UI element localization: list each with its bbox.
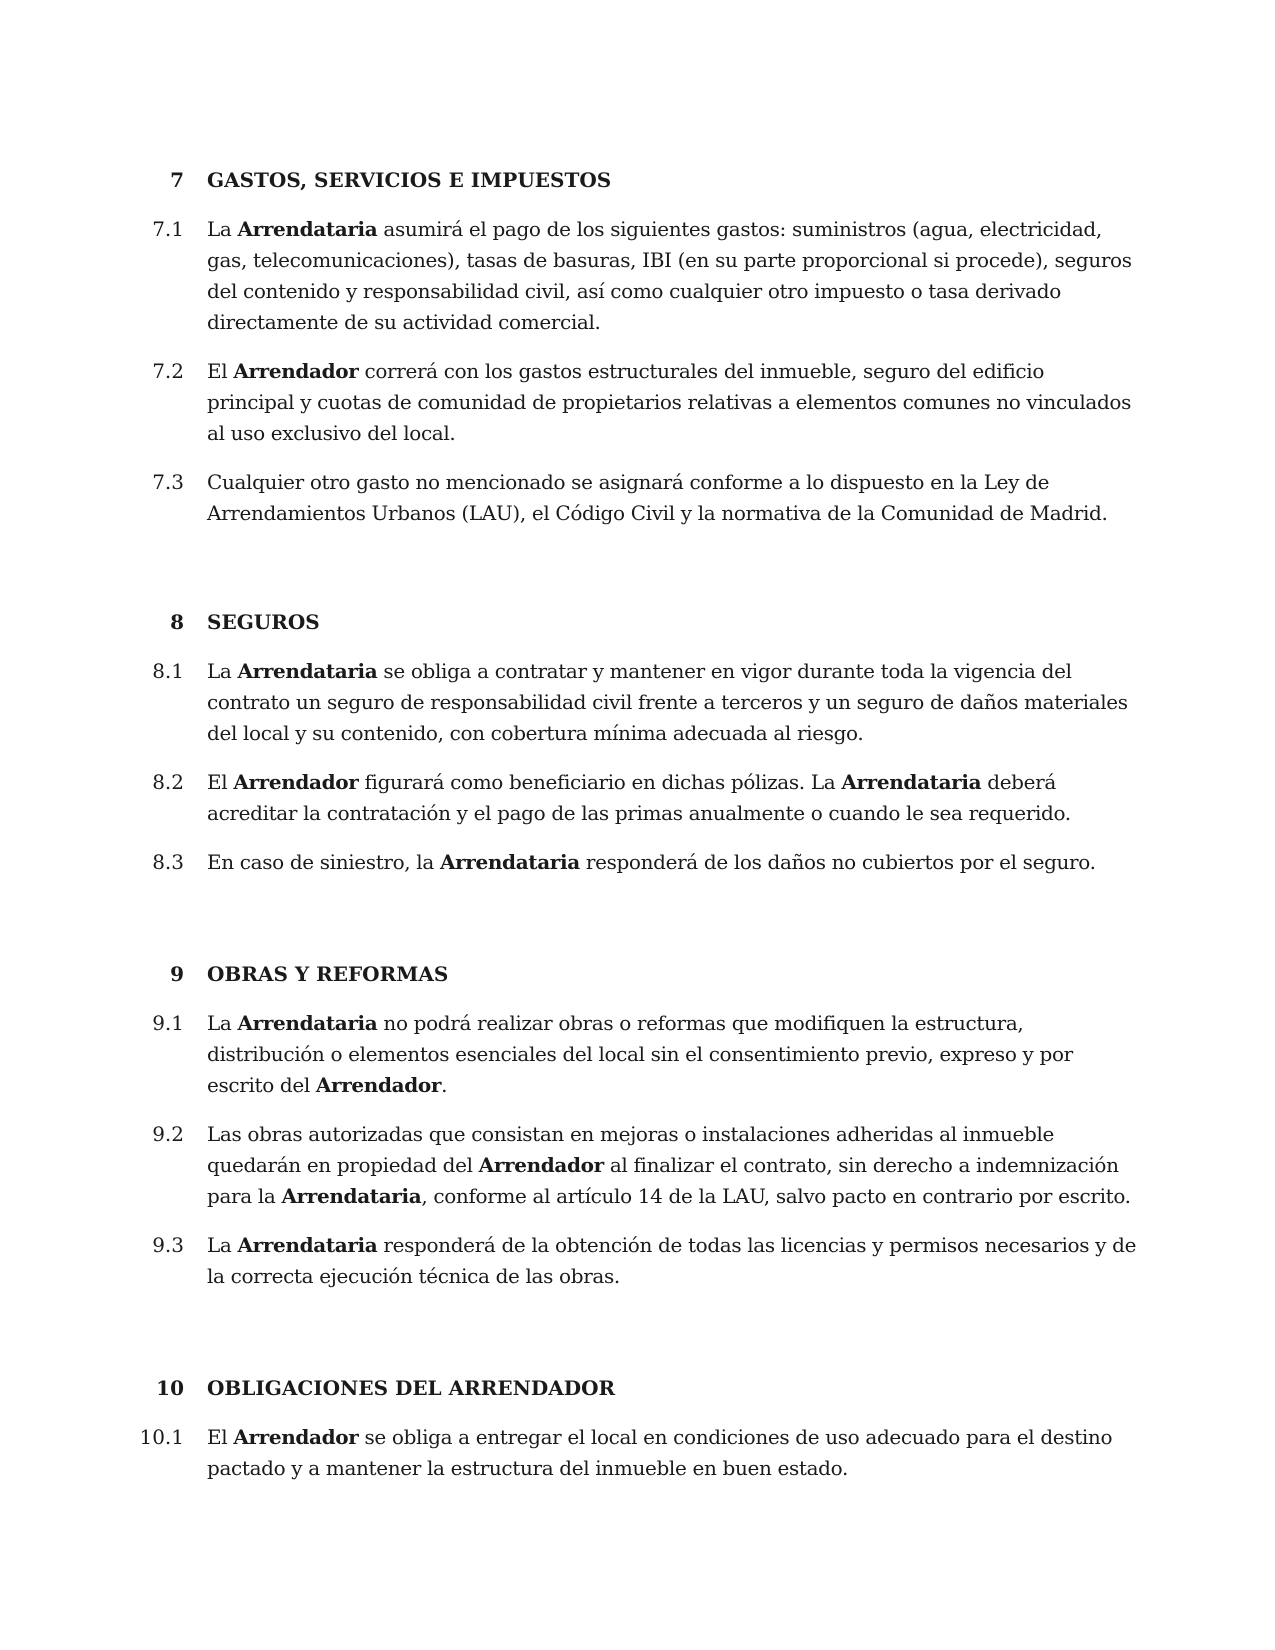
section-number: 7: [170, 168, 184, 192]
section-heading: [0, 958, 1275, 990]
party-name: Arrendador: [233, 359, 359, 383]
section-9: [0, 958, 1275, 1292]
clause-text-segment: figurará como beneficiario en dichas pólizas. La: [358, 770, 842, 794]
section-title: OBRAS Y REFORMAS: [207, 962, 449, 986]
clause-text-segment: Cualquier otro gasto no mencionado se asignará conforme a lo dispuesto en la Ley de Arrendamientos Urbanos (LAU), el Código Civil y la normativa de la Comunidad de Madrid.: [207, 470, 1108, 525]
clause-text-segment: El: [207, 770, 234, 794]
party-name: Arrendador: [315, 1073, 442, 1097]
clause-text-segment: se obliga a entregar el local en condiciones de uso adecuado para el destino pactado y a mantener la estructura del inmueble en buen estado.: [207, 1425, 1113, 1480]
clause-text: [207, 847, 1137, 878]
section-number: 9: [170, 962, 184, 986]
clause-text: [207, 356, 1137, 449]
clause-text-segment: asumirá el pago de los siguientes gastos: suministros (agua, electricidad, gas, telecomunicaciones), tasas de basuras, IBI (en su parte proporcional si procede), seguros del contenido y responsabilidad civil, así como cualquier otro impuesto o tasa derivado directamente de su actividad comercial.: [207, 217, 1132, 334]
clause-text-segment: al finalizar el contrato, sin derecho a indemnización para la: [207, 1153, 1119, 1208]
clause-number: 9.2: [152, 1122, 184, 1146]
section-10: [0, 1372, 1275, 1484]
party-name: Arrendador: [478, 1153, 604, 1177]
clause-number: 8.1: [152, 659, 184, 683]
clause: [0, 1119, 1275, 1212]
clause-text-segment: deberá acreditar la contratación y el pago de las primas anualmente o cuando le sea requerido.: [207, 770, 1071, 825]
section-title: GASTOS, SERVICIOS E IMPUESTOS: [207, 168, 612, 192]
section-heading: [0, 606, 1275, 638]
section-number: 10: [156, 1376, 184, 1400]
clause-text: [207, 214, 1137, 338]
clause-text-segment: La: [207, 1011, 238, 1035]
party-name: Arrendataria: [237, 659, 378, 683]
clause-text-segment: Las obras autorizadas que consistan en mejoras o instalaciones adheridas al inmueble quedarán en propiedad del: [207, 1122, 1054, 1177]
clause-text: [207, 767, 1137, 829]
party-name: Arrendataria: [237, 1233, 378, 1257]
clause-text-segment: La: [207, 217, 238, 241]
clause: [0, 467, 1275, 529]
clause-text: [207, 467, 1137, 529]
section-number: 8: [170, 610, 184, 634]
clause-text: [207, 1422, 1137, 1484]
clause-text-segment: La: [207, 1233, 238, 1257]
clause-text-segment: .: [441, 1073, 448, 1097]
clause-text-segment: El: [207, 359, 234, 383]
section-heading: [0, 164, 1275, 196]
party-name: Arrendataria: [439, 850, 580, 874]
section-7: [0, 164, 1275, 529]
section-heading: [0, 1372, 1275, 1404]
clause: [0, 1008, 1275, 1101]
clause: [0, 1422, 1275, 1484]
clause-text-segment: responderá de la obtención de todas las licencias y permisos necesarios y de la correcta ejecución técnica de las obras.: [207, 1233, 1137, 1288]
section-title: OBLIGACIONES DEL ARRENDADOR: [207, 1376, 616, 1400]
clause-number: 7.1: [152, 217, 184, 241]
clause-text: [207, 1230, 1137, 1292]
party-name: Arrendador: [233, 1425, 359, 1449]
clause-text-segment: El: [207, 1425, 234, 1449]
clause-number: 7.2: [152, 359, 184, 383]
clause-text-segment: correrá con los gastos estructurales del inmueble, seguro del edificio principal y cuotas de comunidad de propietarios relativas a elementos comunes no vinculados al uso exclusivo del local.: [207, 359, 1132, 445]
party-name: Arrendataria: [237, 1011, 378, 1035]
clause-text-segment: , conforme al artículo 14 de la LAU, salvo pacto en contrario por escrito.: [421, 1184, 1131, 1208]
section-title: SEGUROS: [207, 610, 320, 634]
clause-text: [207, 1008, 1137, 1101]
clause-text-segment: se obliga a contratar y mantener en vigor durante toda la vigencia del contrato un seguro de responsabilidad civil frente a terceros y un seguro de daños materiales del local y su contenido, con cobertura mínima adecuada al riesgo.: [207, 659, 1128, 745]
party-name: Arrendataria: [841, 770, 982, 794]
clause-text: [207, 1119, 1137, 1212]
party-name: Arrendataria: [237, 217, 378, 241]
clause: [0, 656, 1275, 749]
clause: [0, 214, 1275, 338]
section-8: [0, 606, 1275, 878]
clause-text-segment: responderá de los daños no cubiertos por el seguro.: [579, 850, 1096, 874]
party-name: Arrendador: [233, 770, 359, 794]
clause-number: 8.3: [152, 850, 184, 874]
clause-number: 7.3: [152, 470, 184, 494]
clause-text-segment: La: [207, 659, 238, 683]
clause: [0, 356, 1275, 449]
clause-number: 10.1: [139, 1425, 184, 1449]
clause: [0, 1230, 1275, 1292]
clause-text-segment: En caso de siniestro, la: [207, 850, 440, 874]
clause-number: 9.1: [152, 1011, 184, 1035]
clause: [0, 847, 1275, 878]
clause-number: 9.3: [152, 1233, 184, 1257]
party-name: Arrendataria: [281, 1184, 422, 1208]
clause: [0, 767, 1275, 829]
clause-text-segment: no podrá realizar obras o reformas que modifiquen la estructura, distribución o elementos esenciales del local sin el consentimiento previo, expreso y por escrito del: [207, 1011, 1073, 1097]
clause-number: 8.2: [152, 770, 184, 794]
clause-text: [207, 656, 1137, 749]
